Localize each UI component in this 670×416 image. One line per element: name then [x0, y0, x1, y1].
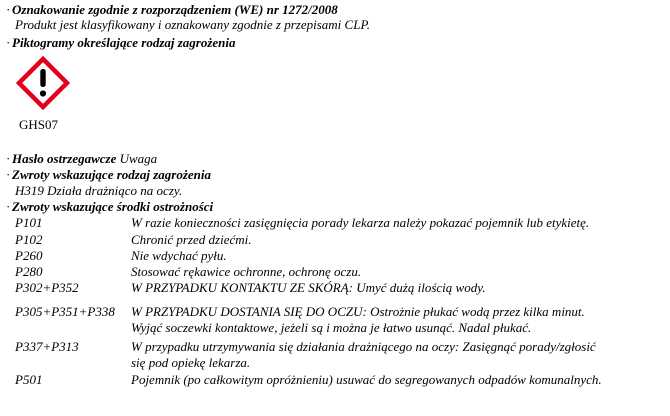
precaution-text: W przypadku utrzymywania się działania drażniącego na oczy: Zasięgnąć porady/zgłosić	[131, 339, 596, 354]
precaution-code: P501	[15, 372, 43, 387]
bullet: ·	[6, 167, 11, 182]
signal-word-row	[6, 151, 157, 167]
labeling-note: Produkt jest klasyfikowany i oznakowany zgodnie z przepisami CLP.	[15, 17, 370, 32]
precaution-text: W PRZYPADKU KONTAKTU ZE SKÓRĄ: Umyć dużą ilością wody.	[131, 280, 486, 295]
precaution-text: Stosować rękawice ochronne, ochronę oczu.	[131, 264, 362, 279]
precaution-text: Pojemnik (po całkowitym opróżnieniu) usuwać do segregowanych odpadów komunalnych.	[131, 372, 602, 387]
precaution-text: Nie wdychać pyłu.	[131, 248, 227, 263]
precaution-text-continued: Wyjąć soczewki kontaktowe, jeżeli są i można je łatwo usunąć. Nadal płukać.	[131, 320, 532, 335]
precaution-code: P260	[15, 248, 43, 263]
precaution-code: P337+P313	[15, 339, 79, 354]
bullet: ·	[6, 199, 11, 214]
precaution-heading	[6, 199, 213, 215]
precaution-code: P305+P351+P338	[15, 304, 115, 319]
signal-word-value: Uwaga	[119, 151, 158, 166]
exclamation-mark-diamond-icon	[16, 56, 70, 110]
bullet: ·	[6, 35, 11, 50]
precaution-text: Chronić przed dziećmi.	[131, 232, 252, 247]
pictogram-label: GHS07	[19, 117, 59, 132]
labeling-heading-text: Oznakowanie zgodnie z rozporządzeniem (WE) nr 1272/2008	[12, 2, 338, 17]
hazard-heading-text: Zwroty wskazujące rodzaj zagrożenia	[12, 167, 211, 182]
bullet: ·	[6, 2, 11, 17]
pictograms-heading-text: Piktogramy określające rodzaj zagrożenia	[12, 35, 236, 50]
precaution-text: W PRZYPADKU DOSTANIA SIĘ DO OCZU: Ostrożnie płukać wodą przez kilka minut.	[131, 304, 585, 319]
signal-word-label: Hasło ostrzegawcze	[12, 151, 117, 166]
precaution-code: P280	[15, 264, 43, 279]
bullet: ·	[6, 151, 11, 166]
pictograms-heading	[6, 35, 236, 51]
labeling-heading	[6, 2, 338, 18]
precaution-text-continued: się pod opiekę lekarza.	[131, 355, 251, 370]
precaution-code: P302+P352	[15, 280, 79, 295]
hazard-heading	[6, 167, 211, 183]
precaution-text: W razie konieczności zasięgnięcia porady lekarza należy pokazać pojemnik lub etykietę.	[131, 215, 590, 230]
precaution-code: P101	[15, 215, 43, 230]
precaution-heading-text: Zwroty wskazujące środki ostrożności	[12, 199, 214, 214]
precaution-code: P102	[15, 232, 43, 247]
hazard-statement: H319 Działa drażniąco na oczy.	[15, 183, 183, 198]
